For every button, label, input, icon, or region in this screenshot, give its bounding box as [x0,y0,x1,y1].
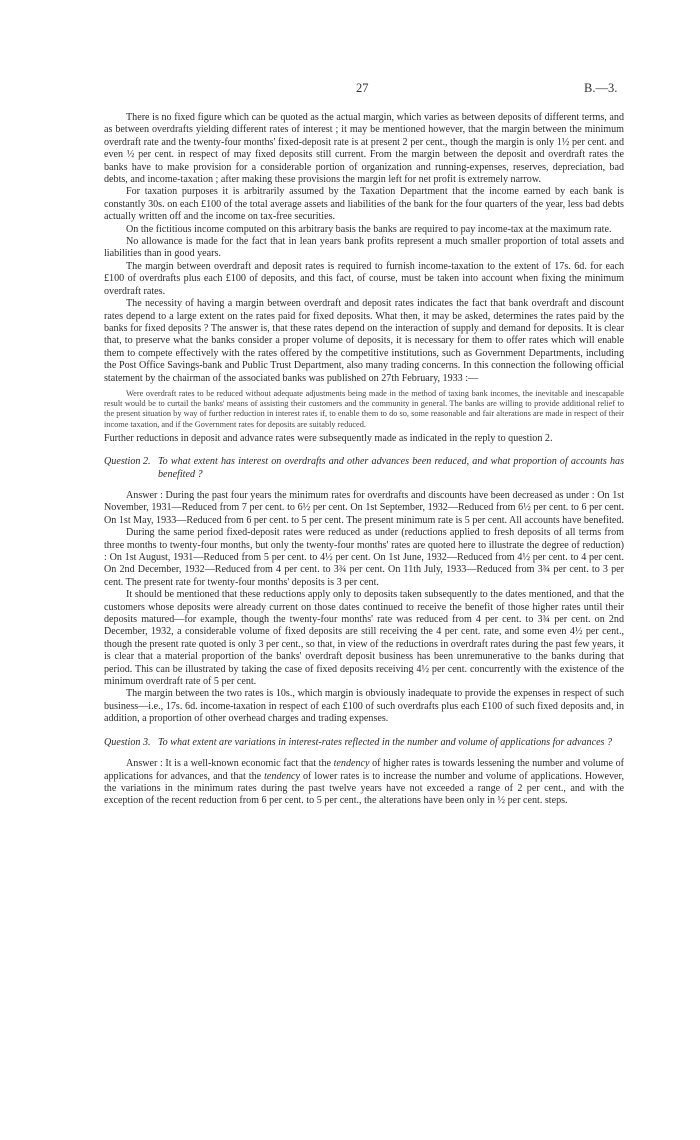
page-header [0,82,700,96]
paragraph: Further reductions in deposit and advance rates were subsequently made as indicated in the reply to question 2. [104,432,553,444]
document-reference: B.—3. [584,81,618,95]
question-2 [104,456,624,481]
question-label: Question 2. [104,456,151,468]
paragraph: On the fictitious income computed on this arbitrary basis the banks are required to pay income-tax at the maximum rate. [126,223,612,235]
answer-paragraph [104,758,624,808]
question-label: Question 3. [104,736,151,748]
answer-paragraph: Answer : During the past four years the minimum rates for overdrafts and discounts have been decreased as under : On 1st November, 1931—Reduced from 7 per cent. to 6½ per cent. On 1st September, 1932—Reduced from 6½ per cent. to 6 per cent. On 1st May, 1933—Reduced from 6 per cent. to 5 per cent. The present minimum rate is 5 per cent. All accounts have benefited. [104,489,624,526]
answer-text: of higher rates is towards lessening the number and volume of applications for advances, and that the [104,758,624,782]
paragraph: There is no fixed figure which can be quoted as the actual margin, which varies as between deposits of different terms, and as between overdrafts yielding different rates of interest ; it may be mentioned however, that the margin between the minimum overdraft rate and the twenty-four months' fixed-deposit rate is at present 2 per cent., though the margin is only 1½ per cent. and even ½ per cent. in respect of may fixed deposits still current. From the margin between the deposit and overdraft rates the banks have to make provision for a considerable portion of organization and running-expenses, reserves, depreciation, bad debts, and income-taxation ; after making these provisions the margin left for net profit is extremely narrow. [104,112,624,186]
question-text: To what extent are variations in interest-rates reflected in the number and volume of applications for advances ? [158,736,613,748]
paragraph: The margin between overdraft and deposit rates is required to furnish income-taxation to the extent of 17s. 6d. for each £100 of overdrafts plus each £100 of deposits, and this fact, of course, must be taken into account when fixing the minimum overdraft rates. [104,260,624,297]
answer-paragraph: It should be mentioned that these reductions apply only to deposits taken subsequently to the dates mentioned, and that the customers whose deposits were already current on those dates continued to receive the benefit of those higher rates until their deposits matured—for example, though the twenty-four months' rate was reduced from 4 per cent. to 3¾ per cent. on 2nd December, 1932, a considerable volume of fixed deposits are still receiving the 4 per cent. rate, and some even 4½ per cent., though the present rate quoted is only 3 per cent., so that, in view of the reductions in overdraft rates during the past few years, it is clear that a material proportion of the banks' overdraft deposit business has been unremunerative to the banks during that period. This can be illustrated by taking the case of fixed deposits receiving 4½ per cent. concurrently with the existence of the minimum overdraft rate of 5 per cent. [104,589,624,688]
question-3 [104,737,624,749]
paragraph: The necessity of having a margin between overdraft and deposit rates indicates the fact that bank overdraft and discount rates depend to a large extent on the rates paid for fixed deposits. What then, it may be asked, determines the rates paid by the banks for fixed deposits ? The answer is, that these rates depend on the interaction of supply and demand for deposits. It is clear that, to preserve what the banks consider a proper volume of deposits, it is necessary for them to offer rates which will enable them to compete effectively with the rates offered by the competitive institutions, such as Government Departments, including the Post Office Savings-bank and Public Trust Department, also many trading concerns. In this connection the following official statement by the chairman of the associated banks was published on 27th February, 1933 :— [104,298,624,384]
emphasis-text: tendency [333,758,370,770]
paragraph: No allowance is made for the fact that in lean years bank profits represent a much smaller proportion of total assets and liabilities than in good years. [104,236,624,260]
emphasis-text: tendency [264,770,300,782]
quoted-statement: Were overdraft rates to be reduced without adequate adjustments being made in the method of taxing bank incomes, the inevitable and inescapable result would be to curtail the banks' means of assisting their customers and the community in general. The banks are willing to provide additional relief to the present situation by way of further reduction in interest rates if, to enable them to do so, some reasonable and fair alterations are made in respect of their income taxation, and if the Government rates for deposits are suitably reduced. [104,388,624,429]
question-text: To what extent has interest on overdrafts and other advances been reduced, and what proportion of accounts has benefited ? [158,456,624,480]
answer-paragraph: The margin between the two rates is 10s., which margin is obviously inadequate to provide the expenses in respect of such business—i.e., 17s. 6d. income-taxation in respect of each £100 of such overdrafts plus each £100 of such fixed deposits and, in addition, a proportion of other overhead charges and trading expenses. [104,688,624,725]
answer-paragraph: During the same period fixed-deposit rates were reduced as under (reductions applied to fresh deposits of all terms from three months to twenty-four months, but only the twenty-four months' rates are quoted here to illustrate the degree of reduction) : On 1st August, 1931—Reduced from 5 per cent. to 4½ per cent. On 1st June, 1932—Reduced from 4½ per cent. to 4 per cent. On 2nd December, 1932—Reduced from 4 per cent. to 3¾ per cent. On 11th July, 1933—Reduced from 3¾ per cent. to 3 per cent. The present rate for twenty-four months' deposits is 3 per cent. [104,527,624,588]
answer-text: Answer : It is a well-known economic fact that the [126,758,334,770]
page-number: 27 [356,81,369,95]
body-text [104,112,624,808]
paragraph: For taxation purposes it is arbitrarily assumed by the Taxation Department that the income earned by each bank is constantly 30s. on each £100 of the total average assets and liabilities of the bank for the four quarters of the year, less bad debts actually written off and the income on tax-free securities. [104,186,624,223]
answer-text: of lower rates is to increase the number and volume of applications. However, the variations in the minimum rates during the past twelve years have not exceeded a range of 2 per cent., and with the exception of the recent reduction from 6 per cent. to 5 per cent., the alterations have been only in ½ per cent. steps. [104,770,624,807]
